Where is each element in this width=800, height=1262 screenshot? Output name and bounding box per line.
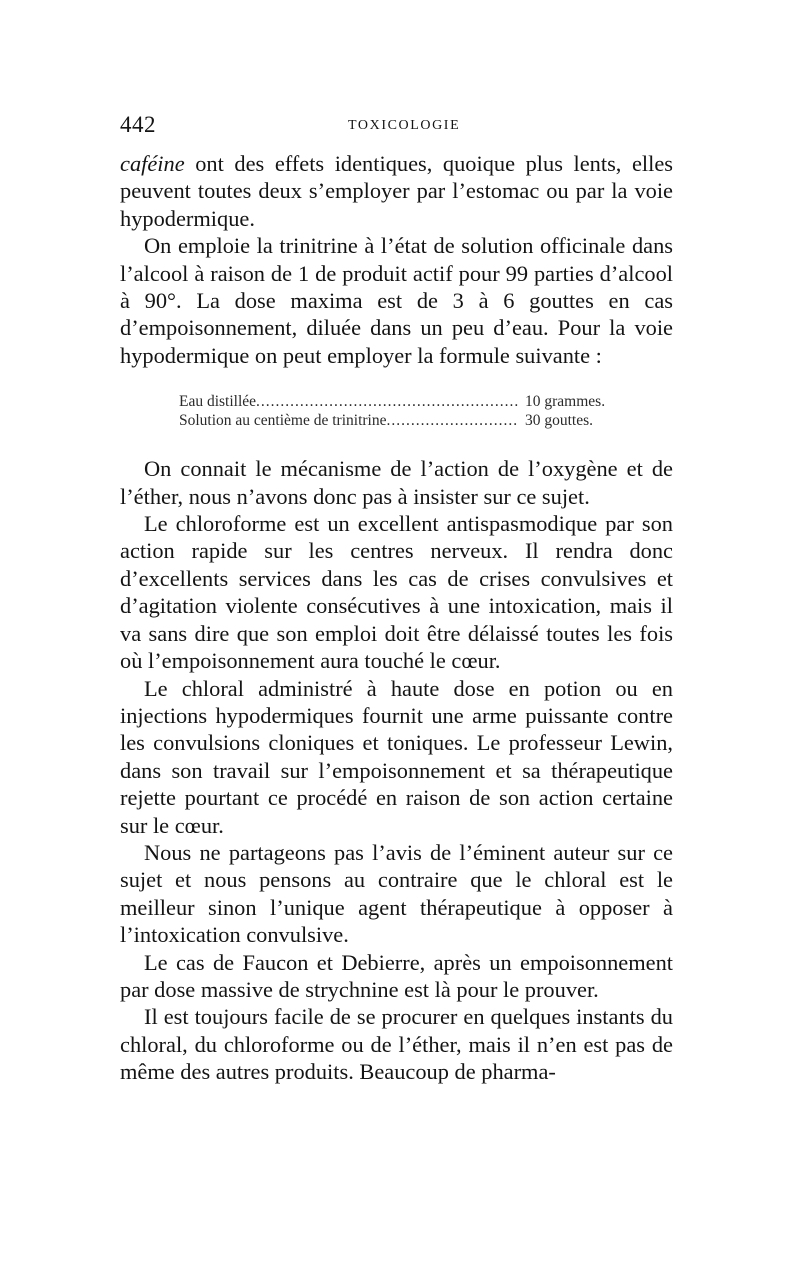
paragraph: Nous ne partageons pas l’avis de l’éminent auteur sur ce sujet et nous pensons au contraire que le chloral est le meilleur sinon l’unique agent thérapeutique à opposer à l’intoxication convulsive.	[120, 839, 673, 948]
body-text	[120, 150, 673, 1086]
page-header	[120, 112, 672, 142]
page-number: 442	[120, 112, 156, 137]
paragraph: Le cas de Faucon et Debierre, après un empoisonnement par dose massive de strychnine est là pour le prouver.	[120, 949, 673, 1002]
formula-quantity: 30 gouttes.	[525, 412, 594, 430]
formula-ingredient: Solution au centième de trinitrine	[179, 412, 387, 430]
italic-word: caféine	[120, 151, 185, 176]
formula-row	[179, 392, 621, 411]
paragraph: Le chloroforme est un excellent antispasmodique par son action rapide sur les centres nerveux. Il rendra donc d’excellents services dans les cas de crises convulsives et d’agitation violente consécutives à une intoxication, mais il va sans dire que son emploi doit être délaissé toutes les fois où l’empoisonnement aura touché le cœur.	[120, 511, 673, 674]
formula-row	[179, 411, 621, 430]
dot-leader	[386, 411, 519, 430]
formula-quantity: 10 grammes.	[525, 393, 606, 411]
formula-ingredient: Eau distillée	[179, 393, 257, 411]
paragraph: On connait le mécanisme de l’action de l’oxygène et de l’éther, nous n’avons donc pas à insister sur ce sujet.	[120, 456, 673, 509]
paragraph: Il est toujours facile de se procurer en quelques instants du chloral, du chloroforme ou de l’éther, mais il n’en est pas de même des autres produits. Beaucoup de pharma-	[120, 1004, 673, 1085]
paragraph: On emploie la trinitrine à l’état de solution officinale dans l’alcool à raison de 1 de produit actif pour 99 parties d’alcool à 90°. La dose maxima est de 3 à 6 gouttes en cas d’empoisonnement, diluée dans un peu d’eau. Pour la voie hypodermique on peut employer la formule suivante :	[120, 233, 673, 368]
running-head: TOXICOLOGIE	[348, 118, 461, 133]
paragraph-continuation	[120, 150, 673, 232]
paragraph-text: ont des effets identiques, quoique plus lents, elles peuvent toutes deux s’employer par l’estomac ou par la voie hypodermique.	[120, 151, 673, 231]
dot-leader	[256, 392, 519, 411]
paragraph: Le chloral administré à haute dose en potion ou en injections hypodermiques fournit une arme puissante contre les convulsions cloniques et toniques. Le professeur Lewin, dans son travail sur l’empoisonnement et sa thérapeutique rejette pourtant ce procédé en raison de son action certaine sur le cœur.	[120, 675, 673, 838]
formula-block	[179, 392, 621, 430]
